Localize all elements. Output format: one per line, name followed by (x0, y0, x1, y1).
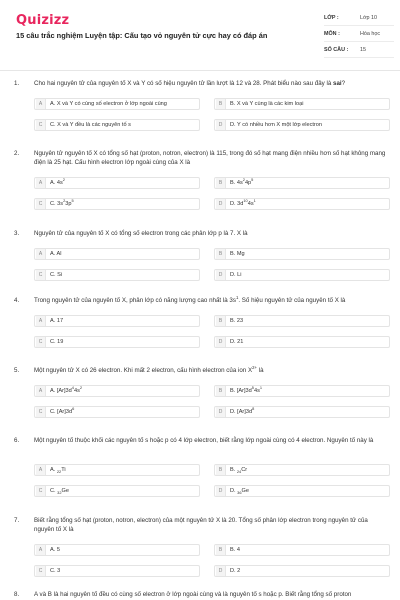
answer-option-a[interactable] (34, 544, 200, 556)
answer-option-d[interactable] (214, 406, 390, 418)
option-letter-badge: A (36, 316, 46, 326)
question-text: Trong nguyên tử của nguyên tố X, phân lớp có năng lượng cao nhất là $3s^1$. Số hiệu nguyên tử của nguyên tố X là (34, 294, 346, 304)
answer-option-a[interactable] (34, 464, 200, 476)
option-text: C. Si (50, 272, 63, 278)
question-number: 6. (14, 437, 20, 444)
answer-option-a[interactable] (34, 98, 200, 110)
answer-option-d[interactable] (214, 485, 390, 497)
answer-option-b[interactable] (214, 177, 390, 189)
question-text: Nguyên tử nguyên tố X có tổng số hạt (proton, notron, electron) là 115, trong đó số hạt mang điện nhiều hơn số hạt không mang điện là 25 hạt. Cấu hình electron lớp ngoài cùng của X là (34, 150, 386, 166)
answer-option-b[interactable] (214, 315, 390, 327)
question-text: Một nguyên tố thuộc khối các nguyên tố s hoặc p có 4 lớp electron, biết rằng lớp ngoài cùng có 4 electron. Nguyên tố này là (34, 437, 374, 444)
answer-option-b[interactable] (214, 98, 390, 110)
option-letter-badge: A (36, 178, 46, 188)
answer-option-a[interactable] (34, 385, 200, 397)
option-text: C. $3s^23p^5$ (50, 198, 74, 207)
option-letter-badge: B (216, 249, 226, 259)
option-letter-badge: B (216, 465, 226, 475)
meta-label: LỚP : (324, 14, 339, 21)
question-text: Nguyên tử của nguyên tố X có tổng số electron trong các phân lớp p là 7. X là (34, 230, 248, 237)
option-letter-badge: B (216, 99, 226, 109)
answer-option-c[interactable] (34, 565, 200, 577)
quizizz-logo: Quizizz (16, 13, 70, 28)
option-letter-badge: C (36, 486, 46, 496)
answer-option-c[interactable] (34, 198, 200, 210)
option-text: A. Al (50, 251, 62, 257)
option-letter-badge: C (36, 120, 46, 130)
meta-label: MÔN : (324, 30, 340, 37)
meta-row-count (324, 42, 394, 58)
answer-option-a[interactable] (34, 177, 200, 189)
answer-option-c[interactable] (34, 485, 200, 497)
option-text: C. 3 (50, 568, 61, 574)
option-text: C. $[Ar]3d^6$ (50, 406, 75, 415)
answer-option-c[interactable] (34, 406, 200, 418)
option-text: B. $_{24}$Cr (230, 467, 248, 475)
option-text: B. 23 (230, 318, 244, 324)
answer-option-d[interactable] (214, 119, 390, 131)
option-letter-badge: C (36, 337, 46, 347)
option-letter-badge: B (216, 386, 226, 396)
question-number: 7. (14, 517, 20, 524)
worksheet-title: 15 câu trắc nghiệm Luyện tập: Cấu tạo vỏ nguyên tử cực hay có đáp án (16, 31, 268, 40)
question-text: Cho hai nguyên tử của nguyên tố X và Y có số hiệu nguyên tử lần lượt là 12 và 28. Phát biểu nào sau đây là sai? (34, 80, 346, 87)
answer-option-d[interactable] (214, 269, 390, 281)
option-letter-badge: A (36, 545, 46, 555)
answer-option-a[interactable] (34, 315, 200, 327)
answer-option-b[interactable] (214, 544, 390, 556)
option-letter-badge: D (216, 199, 226, 209)
option-letter-badge: D (216, 566, 226, 576)
option-letter-badge: C (36, 566, 46, 576)
question-text: Một nguyên tử X có 26 electron. Khi mất 2 electron, cấu hình electron của ion $X^{2+}$ là (34, 364, 264, 374)
option-letter-badge: B (216, 545, 226, 555)
option-text: A. 17 (50, 318, 64, 324)
question-number: 8. (14, 591, 20, 598)
option-letter-badge: C (36, 270, 46, 280)
option-letter-badge: D (216, 120, 226, 130)
option-letter-badge: D (216, 407, 226, 417)
option-text: C. $_{32}$Ge (50, 488, 69, 496)
option-text: D. Li (230, 272, 242, 278)
answer-option-c[interactable] (34, 269, 200, 281)
option-text: D. $_{36}$Ge (230, 488, 249, 496)
option-text: A. $4s^2$ (50, 177, 65, 186)
header-divider (0, 70, 400, 71)
meta-row-subject (324, 26, 394, 42)
option-text: D. $[Ar]3d^8$ (230, 406, 255, 415)
answer-option-c[interactable] (34, 119, 200, 131)
option-text: D. Y có nhiều hơn X một lớp electron (230, 122, 323, 128)
answer-option-b[interactable] (214, 248, 390, 260)
option-text: A. X và Y có cùng số electron ở lớp ngoài cùng (50, 101, 167, 107)
question-number: 4. (14, 297, 20, 304)
option-letter-badge: A (36, 99, 46, 109)
meta-label: SỐ CÂU : (324, 46, 349, 53)
question-number: 1. (14, 80, 20, 87)
option-text: A. 5 (50, 547, 60, 553)
worksheet-meta (324, 10, 394, 58)
option-text: C. 19 (50, 339, 64, 345)
answer-option-b[interactable] (214, 385, 390, 397)
answer-option-d[interactable] (214, 198, 390, 210)
worksheet-header (0, 0, 400, 70)
option-text: B. 4 (230, 547, 240, 553)
option-text: B. X và Y cùng là các kim loại (230, 101, 304, 107)
option-letter-badge: C (36, 199, 46, 209)
question-text: Biết rằng tổng số hạt (proton, notron, electron) của một nguyên tử X là 20. Tổng số phân lớp electron trong nguyên tử của nguyên tố X là (34, 517, 368, 533)
option-text: B. Mg (230, 251, 245, 257)
option-text: C. X và Y đều là các nguyên tố s (50, 122, 131, 128)
option-letter-badge: D (216, 337, 226, 347)
option-text: D. $3d^{10}4s^1$ (230, 198, 256, 207)
meta-value: Lớp 10 (360, 14, 378, 21)
option-letter-badge: A (36, 249, 46, 259)
option-text: A. $[Ar]3d^44s^2$ (50, 385, 83, 394)
answer-option-b[interactable] (214, 464, 390, 476)
option-letter-badge: A (36, 386, 46, 396)
option-letter-badge: D (216, 486, 226, 496)
question-number: 3. (14, 230, 20, 237)
option-letter-badge: B (216, 316, 226, 326)
option-text: B. $4s^24p^5$ (230, 177, 254, 186)
option-letter-badge: D (216, 270, 226, 280)
option-text: D. 21 (230, 339, 244, 345)
question-text: A và B là hai nguyên tố đều có cùng số electron ở lớp ngoài cùng và là nguyên tố s hoặc p. Biết rằng tổng số proton (34, 591, 352, 598)
question-number: 2. (14, 150, 20, 157)
question-number: 5. (14, 367, 20, 374)
answer-option-d[interactable] (214, 565, 390, 577)
meta-value: Hóa học (360, 30, 381, 37)
option-letter-badge: C (36, 407, 46, 417)
answer-option-a[interactable] (34, 248, 200, 260)
option-text: B. $[Ar]3d^54s^1$ (230, 385, 263, 394)
option-text: A. $_{22}$Ti (50, 467, 66, 475)
meta-value: 15 (360, 46, 366, 53)
option-text: D. 2 (230, 568, 241, 574)
meta-row-class (324, 10, 394, 26)
answer-option-d[interactable] (214, 336, 390, 348)
answer-option-c[interactable] (34, 336, 200, 348)
option-letter-badge: A (36, 465, 46, 475)
option-letter-badge: B (216, 178, 226, 188)
